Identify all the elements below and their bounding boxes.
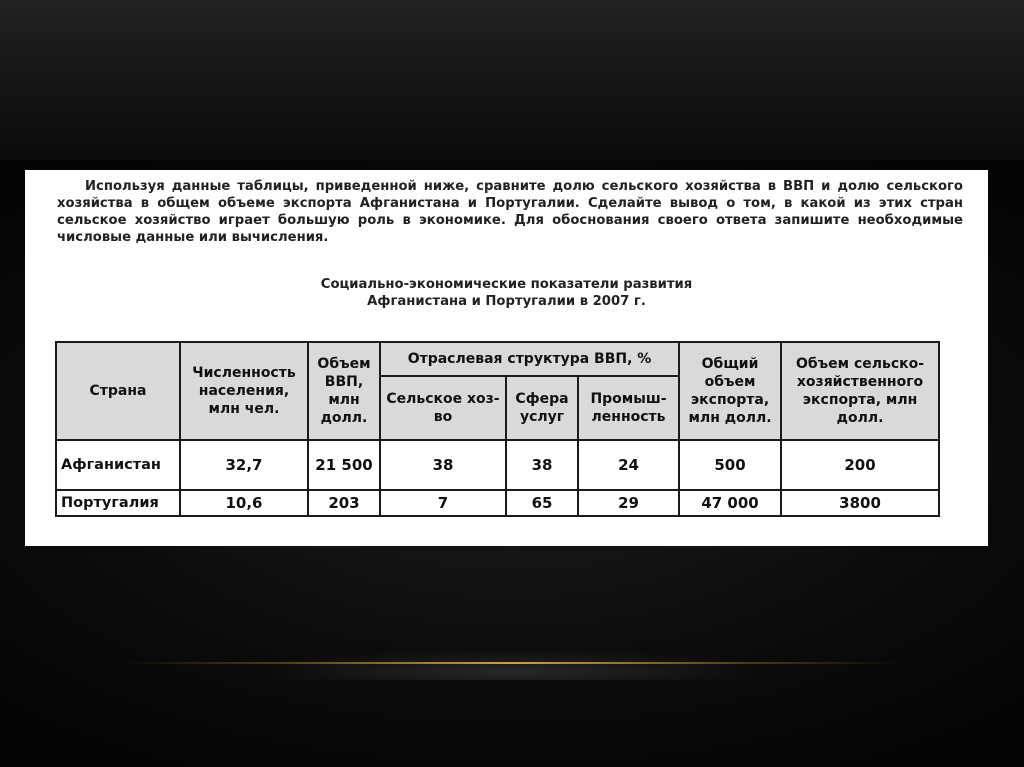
cell-agri-export: 200 bbox=[781, 440, 939, 490]
header-agriculture: Сельское хоз-во bbox=[380, 376, 506, 440]
table-title bbox=[25, 276, 988, 310]
header-row bbox=[56, 342, 939, 376]
table-row bbox=[56, 440, 939, 490]
cell-gdp: 21 500 bbox=[308, 440, 380, 490]
header-gdp-structure: Отраслевая структура ВВП, % bbox=[380, 342, 679, 376]
slide-content bbox=[25, 170, 988, 546]
cell-agriculture: 7 bbox=[380, 490, 506, 516]
cell-agri-export: 3800 bbox=[781, 490, 939, 516]
cell-total-export: 47 000 bbox=[679, 490, 781, 516]
header-industry: Промыш-ленность bbox=[578, 376, 679, 440]
cell-industry: 24 bbox=[578, 440, 679, 490]
header-country: Страна bbox=[56, 342, 180, 440]
table-title-line-2: Афганистана и Португалии в 2007 г. bbox=[367, 294, 646, 309]
header-gdp: Объем ВВП, млн долл. bbox=[308, 342, 380, 440]
cell-services: 38 bbox=[506, 440, 578, 490]
cell-services: 65 bbox=[506, 490, 578, 516]
header-services: Сфера услуг bbox=[506, 376, 578, 440]
cell-agriculture: 38 bbox=[380, 440, 506, 490]
background-top-shade bbox=[0, 0, 1024, 160]
header-agri-export: Объем сельско-хозяйственного экспорта, млн долл. bbox=[781, 342, 939, 440]
cell-total-export: 500 bbox=[679, 440, 781, 490]
cell-population: 32,7 bbox=[180, 440, 308, 490]
decorative-gold-line bbox=[120, 662, 904, 664]
indicators-table bbox=[55, 341, 940, 517]
cell-gdp: 203 bbox=[308, 490, 380, 516]
background-glow bbox=[150, 600, 874, 680]
cell-country: Португалия bbox=[56, 490, 180, 516]
task-instructions: Используя данные таблицы, приведенной ниже, сравните долю сельского хозяйства в ВВП и долю сельского хозяйства в общем объеме экспорта Афганистана и Португалии. Сделайте вывод о том, в какой из этих стран сельское хозяйство играет большую роль в экономике. Для обоснования своего ответа запишите необходимые числовые данные или вычисления. bbox=[57, 179, 963, 245]
header-population: Численность населения, млн чел. bbox=[180, 342, 308, 440]
table-row bbox=[56, 490, 939, 516]
cell-industry: 29 bbox=[578, 490, 679, 516]
table-title-line-1: Социально-экономические показатели развития bbox=[320, 277, 693, 292]
header-total-export: Общий объем экспорта, млн долл. bbox=[679, 342, 781, 440]
cell-country: Афганистан bbox=[56, 440, 180, 490]
cell-population: 10,6 bbox=[180, 490, 308, 516]
